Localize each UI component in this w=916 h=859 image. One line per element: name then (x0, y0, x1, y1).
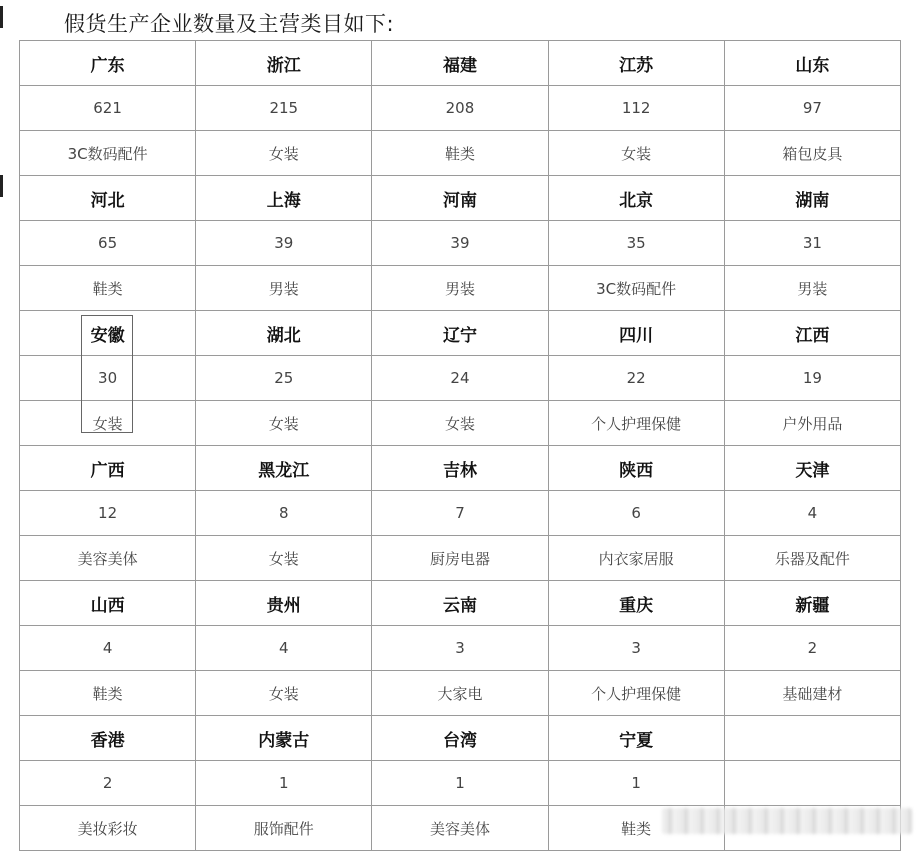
province-cell: 陕西 (548, 446, 724, 491)
province-cell: 湖南 (724, 176, 900, 221)
count-cell: 621 (20, 86, 196, 131)
count-cell: 19 (724, 356, 900, 401)
count-cell: 35 (548, 221, 724, 266)
province-row (20, 581, 901, 626)
count-row (20, 491, 901, 536)
province-cell: 北京 (548, 176, 724, 221)
province-row (20, 41, 901, 86)
count-cell: 3 (548, 626, 724, 671)
province-cell: 广东 (20, 41, 196, 86)
count-cell: 3 (372, 626, 548, 671)
category-cell: 男装 (724, 266, 900, 311)
category-cell: 鞋类 (20, 671, 196, 716)
category-cell: 基础建材 (724, 671, 900, 716)
count-cell: 25 (196, 356, 372, 401)
province-cell: 天津 (724, 446, 900, 491)
count-cell: 7 (372, 491, 548, 536)
province-row (20, 716, 901, 761)
category-cell: 男装 (372, 266, 548, 311)
category-cell: 3C数码配件 (20, 131, 196, 176)
province-cell: 湖北 (196, 311, 372, 356)
province-cell: 重庆 (548, 581, 724, 626)
count-cell: 2 (724, 626, 900, 671)
province-cell: 广西 (20, 446, 196, 491)
category-cell: 服饰配件 (196, 806, 372, 851)
count-cell: 215 (196, 86, 372, 131)
count-cell: 12 (20, 491, 196, 536)
category-cell: 内衣家居服 (548, 536, 724, 581)
province-cell: 江苏 (548, 41, 724, 86)
counterfeit-enterprise-table (19, 40, 901, 851)
category-cell: 女装 (196, 401, 372, 446)
category-cell: 女装 (20, 401, 196, 446)
count-cell: 8 (196, 491, 372, 536)
category-cell: 大家电 (372, 671, 548, 716)
category-cell: 乐器及配件 (724, 536, 900, 581)
category-cell: 个人护理保健 (548, 401, 724, 446)
province-cell (724, 716, 900, 761)
page-edge-mark (0, 6, 3, 28)
category-row (20, 266, 901, 311)
province-cell: 河南 (372, 176, 548, 221)
category-row (20, 536, 901, 581)
count-cell: 39 (196, 221, 372, 266)
category-cell: 个人护理保健 (548, 671, 724, 716)
count-cell: 112 (548, 86, 724, 131)
category-cell: 美容美体 (20, 536, 196, 581)
category-cell: 女装 (196, 536, 372, 581)
province-cell: 浙江 (196, 41, 372, 86)
province-cell: 安徽 (20, 311, 196, 356)
category-cell: 户外用品 (724, 401, 900, 446)
count-row (20, 626, 901, 671)
count-row (20, 761, 901, 806)
province-cell: 辽宁 (372, 311, 548, 356)
category-cell: 鞋类 (548, 806, 724, 851)
count-cell: 22 (548, 356, 724, 401)
page-edge-mark (0, 175, 3, 197)
category-cell: 美妆彩妆 (20, 806, 196, 851)
province-cell: 新疆 (724, 581, 900, 626)
count-cell: 97 (724, 86, 900, 131)
category-row (20, 401, 901, 446)
category-cell: 女装 (196, 131, 372, 176)
count-cell: 4 (724, 491, 900, 536)
province-cell: 台湾 (372, 716, 548, 761)
province-cell: 宁夏 (548, 716, 724, 761)
category-cell: 女装 (372, 401, 548, 446)
province-cell: 内蒙古 (196, 716, 372, 761)
count-cell: 4 (196, 626, 372, 671)
province-cell: 吉林 (372, 446, 548, 491)
category-cell: 女装 (548, 131, 724, 176)
category-row (20, 671, 901, 716)
count-cell: 2 (20, 761, 196, 806)
category-cell: 鞋类 (20, 266, 196, 311)
category-cell: 女装 (196, 671, 372, 716)
province-row (20, 446, 901, 491)
page-title: 假货生产企业数量及主营类目如下: (64, 12, 395, 36)
blurred-watermark (662, 808, 912, 834)
count-cell: 65 (20, 221, 196, 266)
province-cell: 河北 (20, 176, 196, 221)
province-cell: 福建 (372, 41, 548, 86)
province-cell: 贵州 (196, 581, 372, 626)
count-cell (724, 761, 900, 806)
category-cell: 美容美体 (372, 806, 548, 851)
count-row (20, 221, 901, 266)
count-row (20, 86, 901, 131)
category-cell: 厨房电器 (372, 536, 548, 581)
province-row (20, 176, 901, 221)
province-cell: 山东 (724, 41, 900, 86)
category-cell: 箱包皮具 (724, 131, 900, 176)
province-cell: 江西 (724, 311, 900, 356)
province-row (20, 311, 901, 356)
province-cell: 上海 (196, 176, 372, 221)
count-row (20, 356, 901, 401)
count-cell: 4 (20, 626, 196, 671)
count-cell: 24 (372, 356, 548, 401)
province-cell: 香港 (20, 716, 196, 761)
count-cell: 31 (724, 221, 900, 266)
province-cell: 云南 (372, 581, 548, 626)
count-cell: 1 (548, 761, 724, 806)
province-cell: 黑龙江 (196, 446, 372, 491)
category-cell: 3C数码配件 (548, 266, 724, 311)
category-cell: 男装 (196, 266, 372, 311)
count-cell: 39 (372, 221, 548, 266)
count-cell: 1 (372, 761, 548, 806)
category-cell: 鞋类 (372, 131, 548, 176)
category-row (20, 131, 901, 176)
province-cell: 山西 (20, 581, 196, 626)
count-cell: 30 (20, 356, 196, 401)
province-cell: 四川 (548, 311, 724, 356)
count-cell: 208 (372, 86, 548, 131)
count-cell: 1 (196, 761, 372, 806)
count-cell: 6 (548, 491, 724, 536)
